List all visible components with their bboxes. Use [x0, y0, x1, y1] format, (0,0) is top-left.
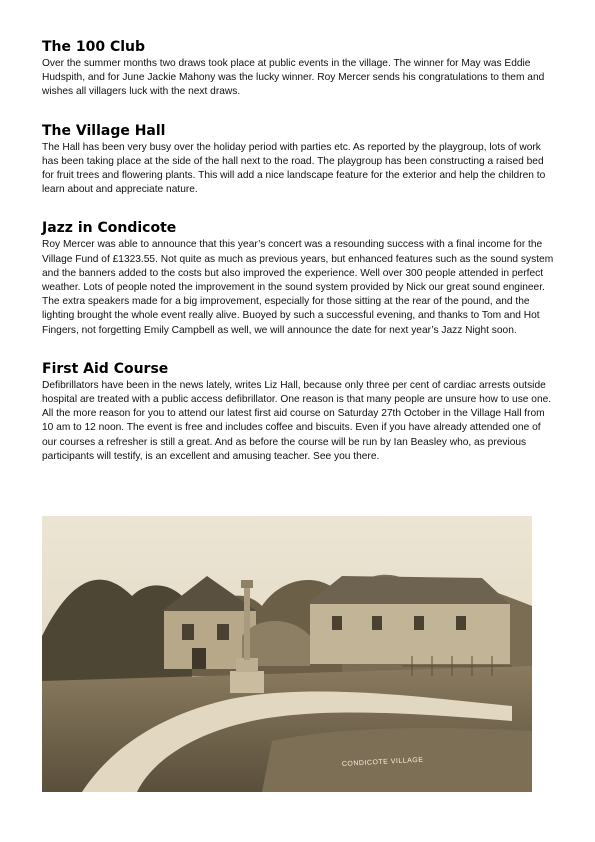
- section-body: Roy Mercer was able to announce that this year’s concert was a resounding success with a final income for the Village Fund of £1323.55. Not quite as much as previous years, but enhanced features such as the sound system and the banners added to the costs but also improved the experience. Well over 300 people attended in perfect weather. Lots of people noted the improvement in the sound system provided by Nick our great sound engineer. The extra speakers made for a big improvement, especially for those sitting at the rear of the pound, and the lighting brought the whole event really alive. Buoyed by such a successful evening, and thanks to Tom and Hot Fingers, not forgetting Emily Campbell as well, we will announce the date for next year’s Jazz Night soon.: [42, 239, 554, 336]
- photo-caption: CONDICOTE VILLAGE: [341, 756, 424, 768]
- section-jazz-in-condicote: [42, 219, 554, 337]
- vintage-village-photo-icon: [42, 516, 532, 792]
- section-heading: Jazz in Condicote: [42, 220, 177, 237]
- section-heading: The 100 Club: [42, 39, 146, 55]
- section-heading: First Aid Course: [42, 360, 169, 377]
- section-100-club: [42, 38, 554, 100]
- section-village-hall: [42, 122, 554, 198]
- section-body: The Hall has been very busy over the holiday period with parties etc. As reported by the playgroup, lots of work has been taking place at the side of the hall next to the road. The playgroup has been constructing a raised bed for fruit trees and flowering plants. This will add a nice landscape feature for the exterior and help the children to learn about and appreciate nature.: [42, 141, 546, 196]
- section-body: Defibrillators have been in the news lately, writes Liz Hall, because only three per cent of cardiac arrests outside hospital are treated with a public access defibrillator. One reason is that many people are unsure how to use one. All the more reason for you to attend our latest first aid course on Saturday 27th October in the Village Hall from 10 am to 12 noon. The event is free and includes coffee and biscuits. Even if you have already attended one of our courses a refresher is still a great. And as before the course will be run by Ian Beasley who, as previous participants will testify, is an excellent and amusing teacher. See you there.: [42, 379, 552, 462]
- newsletter-page: [42, 38, 554, 486]
- section-heading: The Village Hall: [42, 122, 166, 139]
- section-body: Over the summer months two draws took place at public events in the village. The winner for May was Eddie Hudspith, and for June Jackie Mahony was the lucky winner. Roy Mercer sends his congratulations to them and wishes all villagers luck with the next draws.: [42, 58, 545, 98]
- section-first-aid-course: [42, 360, 554, 464]
- village-photo: [42, 516, 532, 792]
